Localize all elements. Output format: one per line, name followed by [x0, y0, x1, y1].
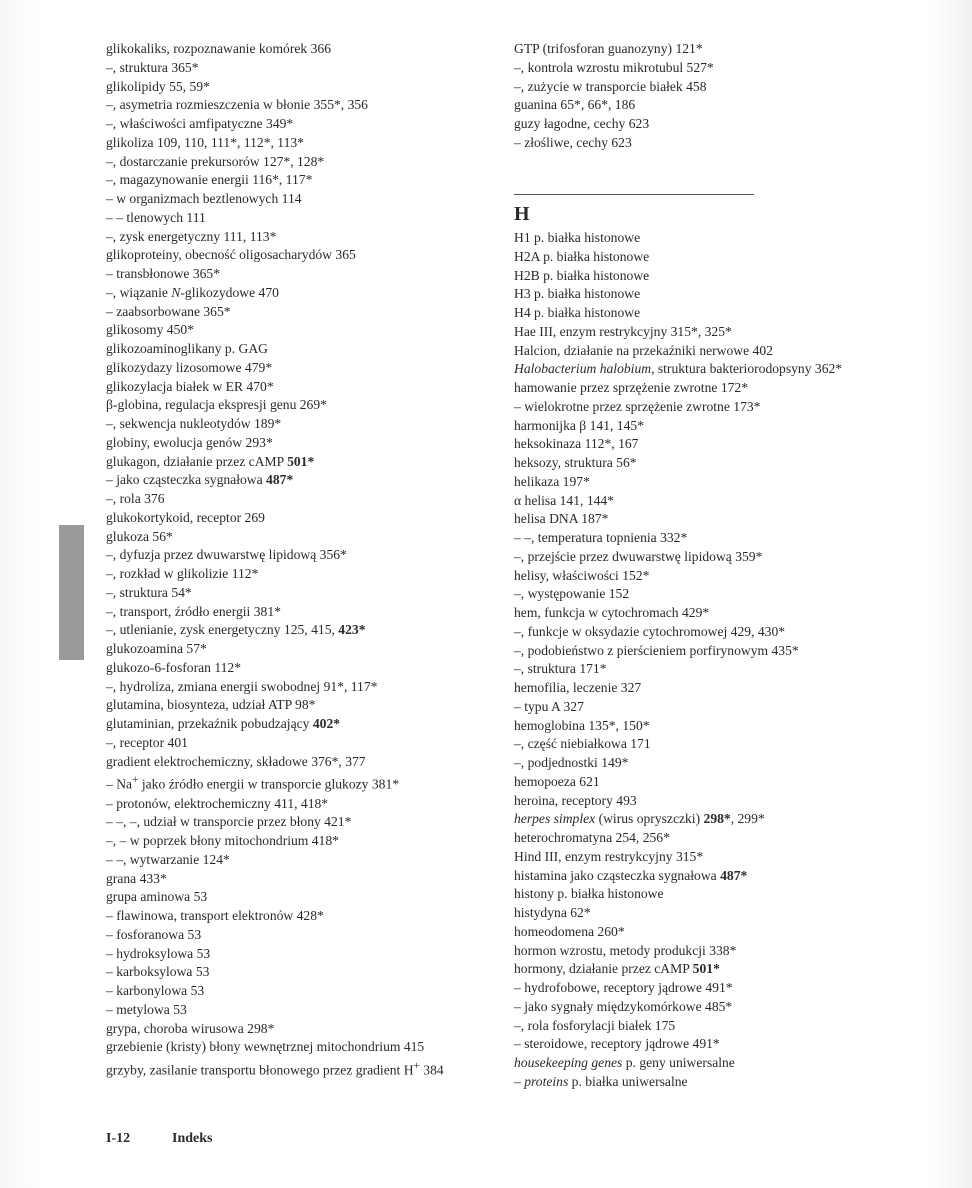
index-entry: heksozy, struktura 56* [514, 455, 637, 470]
index-entry: hemopoeza 621 [514, 773, 600, 789]
index-entry: Hae III, enzym restrykcyjny 315*, 325* [514, 323, 732, 339]
index-entry: H1 p. białka histonowe [514, 230, 641, 245]
index-entry: –, rozkład w glikolizie 112* [106, 566, 259, 581]
index-entry: glukoza 56* [106, 528, 173, 544]
index-entry: glukokortykoid, receptor 269 [106, 509, 265, 525]
index-column-right-g [514, 40, 939, 153]
index-entry: –, właściwości amfipatyczne 349* [106, 116, 294, 131]
index-entry: grypa, choroba wirusowa 298* [106, 1020, 275, 1036]
index-entry: – –, temperatura topnienia 332* [514, 530, 688, 545]
index-entry: – karboksylowa 53 [106, 964, 210, 980]
index-entry: harmonijka β 141, 145* [514, 417, 644, 433]
index-entry: –, zysk energetyczny 111, 113* [106, 228, 277, 244]
index-entry: glutamina, biosynteza, udział ATP 98* [106, 697, 316, 713]
footer-section-title: Indeks [172, 1131, 213, 1146]
index-entry: herpes simplex (wirus opryszczki) 298*, 299* [514, 811, 765, 827]
index-entry: –, transport, źródło energii 381* [106, 603, 281, 619]
index-entry: grupa aminowa 53 [106, 889, 208, 905]
index-entry: glukozo-6-fosforan 112* [106, 659, 242, 675]
index-entry: –, magazynowanie energii 116*, 117* [106, 172, 313, 188]
index-entry: –, asymetria rozmieszczenia w błonie 355*, 356 [106, 97, 368, 113]
index-entry: – fosforanowa 53 [106, 926, 202, 942]
index-column-right-h [514, 229, 939, 1092]
index-entry: – jako sygnały międzykomórkowe 485* [514, 998, 733, 1014]
index-entry: –, przejście przez dwuwarstwę lipidową 359* [514, 548, 763, 564]
index-entry: – zaabsorbowane 365* [106, 303, 231, 319]
index-entry: –, podjednostki 149* [514, 755, 629, 770]
index-entry: heroina, receptory 493 [514, 792, 637, 808]
page-number: I-12 [106, 1131, 131, 1146]
index-entry: homeodomena 260* [514, 923, 625, 939]
index-entry: gradient elektrochemiczny, składowe 376*, 377 [106, 753, 366, 769]
index-entry: grzebienie (kristy) błony wewnętrznej mitochondrium 415 [106, 1039, 425, 1055]
index-entry: helisy, właściwości 152* [514, 567, 650, 583]
index-entry: –, rola fosforylacji białek 175 [514, 1017, 676, 1033]
index-entry: guanina 65*, 66*, 186 [514, 97, 636, 113]
index-entry: hem, funkcja w cytochromach 429* [514, 605, 710, 620]
index-entry: grana 433* [106, 870, 167, 886]
index-entry: – w organizmach beztlenowych 114 [106, 191, 302, 206]
index-entry: hemofilia, leczenie 327 [514, 680, 642, 695]
index-entry: glikosomy 450* [106, 322, 194, 338]
index-entry: glikolipidy 55, 59* [106, 78, 210, 94]
section-heading-h: H [514, 203, 530, 225]
index-entry: Hind III, enzym restrykcyjny 315* [514, 848, 704, 864]
index-entry: helisa DNA 187* [514, 511, 609, 527]
index-entry: –, hydroliza, zmiana energii swobodnej 91*, 117* [106, 678, 378, 694]
index-entry: – proteins p. białka uniwersalne [514, 1073, 688, 1089]
index-entry: glikozylacja białek w ER 470* [106, 378, 274, 394]
index-entry: –, wiązanie N-glikozydowe 470 [106, 284, 279, 300]
index-entry: – Na+ jako źródło energii w transporcie glukozy 381* [106, 774, 400, 792]
index-entry: – wielokrotne przez sprzężenie zwrotne 173* [514, 398, 761, 414]
index-entry: histydyna 62* [514, 905, 591, 920]
index-entry: – typu A 327 [514, 698, 584, 714]
index-entry: housekeeping genes p. geny uniwersalne [514, 1055, 735, 1070]
index-entry: heterochromatyna 254, 256* [514, 830, 670, 845]
index-entry: – –, wytwarzanie 124* [106, 851, 230, 867]
index-entry: – hydrofobowe, receptory jądrowe 491* [514, 980, 733, 995]
index-entry: H2B p. białka histonowe [514, 267, 650, 283]
index-entry: – –, –, udział w transporcie przez błony 421* [106, 814, 352, 830]
index-entry: –, – w poprzek błony mitochondrium 418* [106, 833, 339, 849]
index-entry: α helisa 141, 144* [514, 492, 615, 508]
index-entry: grzyby, zasilanie transportu błonowego przez gradient H+ 384 [106, 1060, 444, 1078]
index-entry: –, dyfuzja przez dwuwarstwę lipidową 356* [106, 547, 347, 563]
index-entry: –, struktura 365* [106, 59, 199, 75]
index-entry: – metylowa 53 [106, 1001, 187, 1017]
index-entry: – jako cząsteczka sygnałowa 487* [106, 472, 294, 488]
index-entry: GTP (trifosforan guanozyny) 121* [514, 41, 703, 56]
index-entry: –, funkcje w oksydazie cytochromowej 429, 430* [514, 623, 786, 639]
index-column-left [106, 40, 486, 1080]
index-entry: glikozoaminoglikany p. GAG [106, 341, 268, 356]
index-entry: glukozoamina 57* [106, 641, 207, 656]
thumb-index-tab [59, 525, 84, 660]
index-entry: hamowanie przez sprzężenie zwrotne 172* [514, 380, 749, 395]
index-entry: –, sekwencja nukleotydów 189* [106, 416, 282, 431]
index-entry: guzy łagodne, cechy 623 [514, 116, 650, 131]
index-entry: histamina jako cząsteczka sygnałowa 487* [514, 867, 748, 883]
index-entry: H3 p. białka histonowe [514, 286, 641, 302]
index-entry: – hydroksylowa 53 [106, 945, 211, 961]
index-entry: –, struktura 171* [514, 661, 607, 677]
index-entry: hemoglobina 135*, 150* [514, 717, 650, 733]
index-entry: glikoliza 109, 110, 111*, 112*, 113* [106, 134, 304, 150]
index-entry: hormon wzrostu, metody produkcji 338* [514, 942, 737, 958]
index-entry: glikokaliks, rozpoznawanie komórek 366 [106, 41, 331, 56]
index-entry: H4 p. białka histonowe [514, 305, 641, 320]
index-entry: – protonów, elektrochemiczny 411, 418* [106, 795, 329, 811]
index-entry: – karbonylowa 53 [106, 983, 205, 999]
index-entry: – steroidowe, receptory jądrowe 491* [514, 1036, 720, 1052]
index-entry: – flawinowa, transport elektronów 428* [106, 908, 324, 924]
index-entry: –, receptor 401 [106, 734, 188, 750]
index-entry: glukagon, działanie przez cAMP 501* [106, 453, 315, 469]
index-entry: –, rola 376 [106, 491, 165, 506]
index-entry: glutaminian, przekaźnik pobudzający 402* [106, 716, 341, 731]
index-entry: –, kontrola wzrostu mikrotubul 527* [514, 59, 714, 75]
index-entry: –, część niebiałkowa 171 [514, 736, 651, 752]
index-entry: –, struktura 54* [106, 584, 192, 600]
index-entry: hormony, działanie przez cAMP 501* [514, 961, 720, 977]
index-entry: glikoproteiny, obecność oligosacharydów 365 [106, 247, 356, 263]
page-footer [106, 1130, 212, 1148]
index-entry: helikaza 197* [514, 473, 590, 489]
index-entry: –, występowanie 152 [514, 586, 630, 602]
index-entry: – – tlenowych 111 [106, 209, 206, 225]
index-entry: heksokinaza 112*, 167 [514, 436, 639, 452]
section-divider [514, 194, 754, 195]
index-entry: Halobacterium halobium, struktura bakteriorodopsyny 362* [514, 361, 843, 377]
index-entry: –, dostarczanie prekursorów 127*, 128* [106, 153, 325, 169]
index-entry: β-globina, regulacja ekspresji genu 269* [106, 397, 327, 413]
index-entry: H2A p. białka histonowe [514, 248, 650, 264]
index-entry: globiny, ewolucja genów 293* [106, 434, 273, 450]
index-entry: –, podobieństwo z pierścieniem porfirynowym 435* [514, 642, 799, 658]
index-entry: – transbłonowe 365* [106, 266, 221, 281]
index-entry: –, utlenianie, zysk energetyczny 125, 415, 423* [106, 622, 366, 638]
index-entry: Halcion, działanie na przekaźniki nerwowe 402 [514, 342, 773, 358]
index-entry: –, zużycie w transporcie białek 458 [514, 78, 707, 94]
index-entry: glikozydazy lizosomowe 479* [106, 359, 273, 375]
index-entry: histony p. białka histonowe [514, 886, 664, 902]
index-entry: – złośliwe, cechy 623 [514, 134, 632, 150]
